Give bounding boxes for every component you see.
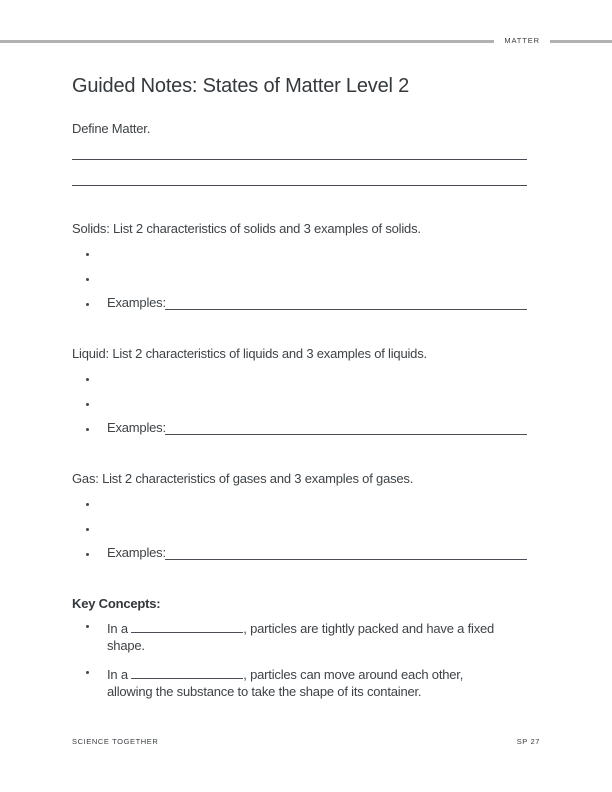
solids-heading: Solids: List 2 characteristics of solids and 3 examples of solids. (72, 221, 421, 236)
bullet-icon (86, 503, 89, 506)
examples-label: Examples: (107, 545, 166, 560)
examples-label: Examples: (107, 295, 166, 310)
key-concept-1-pre: In a (107, 621, 132, 636)
bullet-icon (86, 553, 89, 556)
define-answer-line-2 (72, 185, 527, 186)
solids-examples-row (72, 295, 527, 312)
liquid-heading: Liquid: List 2 characteristics of liquids and 3 examples of liquids. (72, 346, 427, 361)
bullet-icon (86, 253, 89, 256)
liquid-examples-row (72, 420, 527, 437)
section-solids (72, 221, 527, 321)
footer-brand: SCIENCE TOGETHER (72, 737, 159, 746)
bullet-icon (86, 625, 89, 628)
fill-in-blank (131, 620, 243, 633)
page-footer (72, 737, 540, 746)
header-rule-left (0, 40, 494, 43)
section-liquid (72, 346, 527, 446)
key-concept-2-line-2: allowing the substance to take the shape of its container. (107, 684, 422, 699)
page-header (0, 36, 612, 46)
bullet-icon (86, 428, 89, 431)
key-concept-2-pre: In a (107, 667, 132, 682)
footer-page-number: SP 27 (516, 737, 540, 746)
key-concept-1-line-1 (107, 620, 494, 637)
key-concept-2-post: , particles can move around each other, (243, 667, 464, 682)
header-chapter-label: MATTER (504, 36, 540, 45)
fill-in-blank (131, 666, 243, 679)
bullet-icon (86, 278, 89, 281)
key-concept-1-line-2: shape. (107, 638, 145, 653)
bullet-icon (86, 403, 89, 406)
key-concept-1-post: , particles are tightly packed and have a fixed (243, 621, 495, 636)
page-title: Guided Notes: States of Matter Level 2 (72, 75, 410, 97)
key-concept-2-line-1 (107, 666, 463, 683)
section-gas (72, 471, 527, 571)
bullet-icon (86, 303, 89, 306)
key-concepts-heading: Key Concepts: (72, 596, 161, 611)
define-answer-line-1 (72, 159, 527, 160)
gas-examples-row (72, 545, 527, 562)
examples-label: Examples: (107, 420, 166, 435)
examples-blank-line (165, 559, 527, 560)
examples-blank-line (165, 434, 527, 435)
bullet-icon (86, 671, 89, 674)
bullet-icon (86, 378, 89, 381)
gas-heading: Gas: List 2 characteristics of gases and 3 examples of gases. (72, 471, 414, 486)
bullet-icon (86, 528, 89, 531)
examples-blank-line (165, 309, 527, 310)
define-matter-prompt: Define Matter. (72, 121, 151, 136)
header-rule-right (550, 40, 612, 43)
